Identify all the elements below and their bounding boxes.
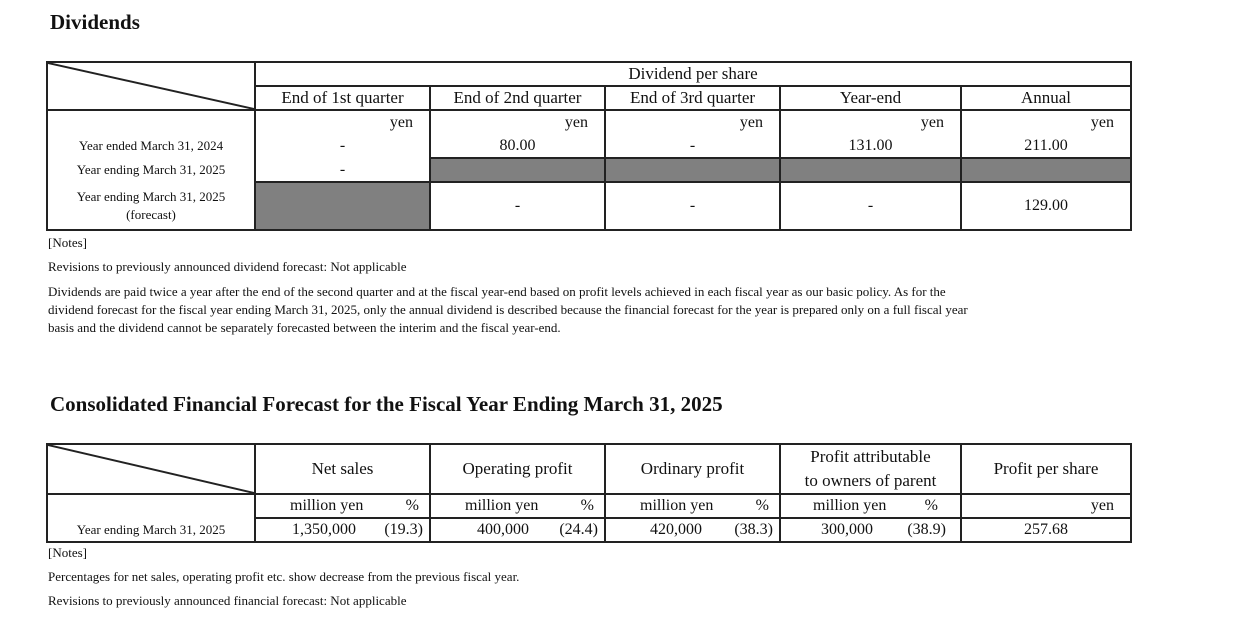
value-ord-profit [605, 518, 780, 542]
row-label-sub: (forecast) [126, 206, 176, 222]
dividends-notes [48, 234, 968, 337]
value-cell: 211.00 [961, 134, 1131, 158]
row-label-main: Year ending March 31, 2025 [76, 188, 226, 204]
value-eps: 257.68 [961, 518, 1131, 542]
col-header-annual: Annual [961, 86, 1131, 110]
col-header-q3: End of 3rd quarter [605, 86, 780, 110]
row-label-2025-forecast [47, 182, 255, 230]
value-cell: - [255, 158, 430, 182]
unit-money: million yen [813, 497, 887, 514]
unit-pct: % [924, 497, 938, 514]
row-label-2025: Year ending March 31, 2025 [47, 158, 255, 182]
header-line2: to owners of parent [804, 471, 937, 490]
unit-op-profit [430, 494, 605, 518]
forecast-table [46, 443, 1132, 543]
value-profit-owners [780, 518, 961, 542]
shaded-cell [961, 158, 1131, 182]
value-cell: - [255, 134, 430, 158]
col-header-operating-profit: Operating profit [430, 444, 605, 494]
forecast-notes [48, 544, 519, 610]
unit-q3: yen [605, 110, 780, 134]
unit-money: million yen [290, 497, 364, 514]
col-header-q2: End of 2nd quarter [430, 86, 605, 110]
corner-cell [47, 62, 255, 110]
percent: (24.4) [559, 521, 598, 538]
col-header-year-end: Year-end [780, 86, 961, 110]
dividends-title: Dividends [50, 10, 140, 34]
value-cell: - [605, 134, 780, 158]
unit-pct: % [755, 497, 769, 514]
amount: 300,000 [821, 521, 873, 538]
unit-net-sales [255, 494, 430, 518]
unit-row-label [47, 494, 255, 518]
value-cell: - [780, 182, 961, 230]
note-percentages: Percentages for net sales, operating profit etc. show decrease from the previous fiscal year. [48, 569, 520, 584]
amount: 400,000 [477, 521, 529, 538]
col-header-net-sales: Net sales [255, 444, 430, 494]
group-header: Dividend per share [255, 62, 1131, 86]
unit-q2: yen [430, 110, 605, 134]
value-net-sales [255, 518, 430, 542]
amount: 1,350,000 [292, 521, 356, 538]
unit-year-end: yen [780, 110, 961, 134]
notes-label: [Notes] [48, 235, 87, 250]
col-header-eps: Profit per share [961, 444, 1131, 494]
unit-profit-owners [780, 494, 961, 518]
shaded-cell [255, 182, 430, 230]
header-line1: Profit attributable [810, 447, 931, 466]
unit-q1: yen [255, 110, 430, 134]
dividends-table [46, 61, 1132, 231]
row-label-2024: Year ended March 31, 2024 [47, 134, 255, 158]
percent: (19.3) [384, 521, 423, 538]
note-revisions: Revisions to previously announced dividend forecast: Not applicable [48, 259, 407, 274]
value-cell: 129.00 [961, 182, 1131, 230]
value-cell: 80.00 [430, 134, 605, 158]
value-cell: - [605, 182, 780, 230]
amount: 420,000 [650, 521, 702, 538]
shaded-cell [430, 158, 605, 182]
forecast-title: Consolidated Financial Forecast for the Fiscal Year Ending March 31, 2025 [50, 392, 723, 416]
col-header-ordinary-profit: Ordinary profit [605, 444, 780, 494]
shaded-cell [605, 158, 780, 182]
row-label-2025: Year ending March 31, 2025 [47, 518, 255, 542]
unit-pct: % [580, 497, 594, 514]
note-policy-line2: dividend forecast for the fiscal year ending March 31, 2025, only the annual dividend is described because the financial forecast for the year is prepared only on a full fiscal year [48, 302, 968, 317]
note-policy-line1: Dividends are paid twice a year after the end of the second quarter and at the fiscal year-end based on profit levels achieved in each fiscal year as our basic policy. As for the [48, 284, 946, 299]
unit-row-label [47, 110, 255, 134]
value-op-profit [430, 518, 605, 542]
percent: (38.9) [907, 521, 946, 538]
unit-pct: % [405, 497, 419, 514]
unit-money: million yen [465, 497, 539, 514]
note-revisions: Revisions to previously announced financial forecast: Not applicable [48, 593, 407, 608]
note-policy-line3: basis and the dividend cannot be separately forecasted between the interim and the fiscal year-end. [48, 320, 561, 335]
unit-annual: yen [961, 110, 1131, 134]
value-cell: 131.00 [780, 134, 961, 158]
col-header-profit-owners [780, 444, 961, 494]
diagonal-line [48, 445, 254, 493]
notes-label: [Notes] [48, 545, 87, 560]
corner-cell [47, 444, 255, 494]
unit-ord-profit [605, 494, 780, 518]
diagonal-line [48, 63, 254, 109]
shaded-cell [780, 158, 961, 182]
unit-eps: yen [961, 494, 1131, 518]
unit-money: million yen [640, 497, 714, 514]
col-header-q1: End of 1st quarter [255, 86, 430, 110]
percent: (38.3) [734, 521, 773, 538]
value-cell: - [430, 182, 605, 230]
